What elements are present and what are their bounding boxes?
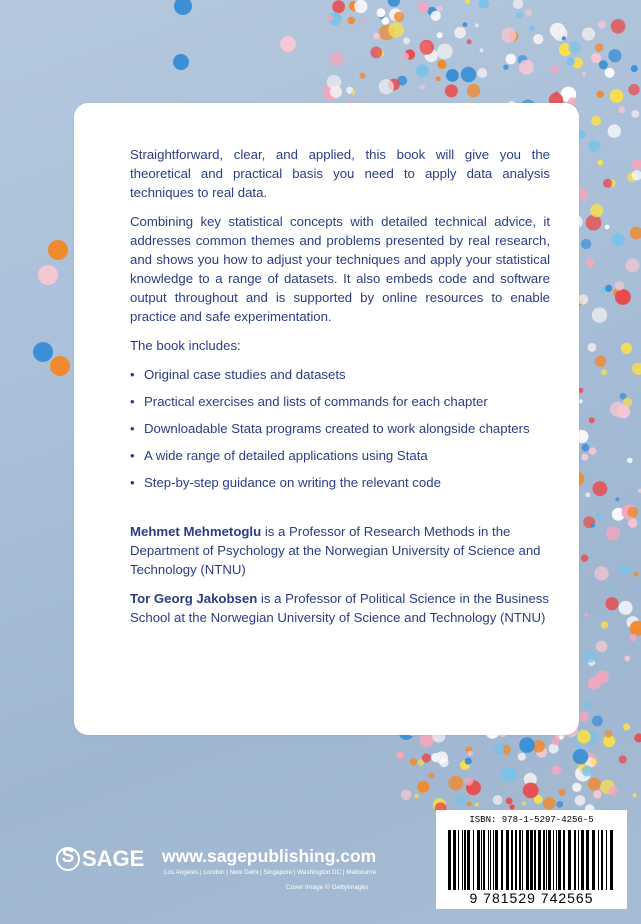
balloon [621,343,632,354]
balloon [465,758,472,765]
balloon [586,258,595,267]
balloon [592,716,603,727]
balloon [631,65,638,72]
barcode-bar [534,830,536,890]
barcode-bar [483,830,485,890]
balloon [370,47,382,59]
balloon [419,40,434,55]
balloon [581,239,591,249]
balloon [568,41,580,53]
balloon [33,342,53,362]
balloon [615,289,631,305]
publisher-footer [56,842,386,902]
balloon [596,671,609,684]
balloon [632,363,641,375]
balloon [465,0,469,4]
list-item: • Step-by-step guidance on writing the relevant code [130,473,550,492]
intro-paragraph-2: Combining key statistical concepts with detailed technical advice, it addresses common themes and problems presented by real research, and shows you how to adjust your techniques and apply your statistical knowledge to a range of datasets. It also embeds code and software output throughout and is supported by online resources to enable practice and safe experimentation. [130,214,550,324]
balloon [615,281,624,290]
balloon [330,52,344,66]
balloon [591,759,597,765]
balloon [598,21,606,29]
balloon [431,11,441,21]
barcode-bar [543,830,545,890]
balloon [582,27,595,40]
balloon [624,656,630,662]
balloon [465,777,474,786]
balloon [585,651,597,663]
balloon [633,793,637,797]
balloon [351,90,355,94]
balloon [627,507,638,518]
barcode-bar [598,830,599,890]
barcode-bar [490,830,491,890]
balloon [548,743,558,753]
balloon [475,23,479,27]
balloon [627,458,633,464]
balloon [605,730,613,738]
list-item: • Practical exercises and lists of commands for each chapter [130,392,550,411]
blurb-content [130,145,550,637]
barcode-bar [592,830,595,890]
balloon [551,737,560,746]
balloon [572,783,581,792]
intro-paragraph-1: Straightforward, clear, and applied, this book will give you the theoretical and practical basis you need to apply data analysis techniques to real data. [130,147,550,200]
balloon [615,497,619,501]
balloon [588,343,597,352]
balloon [388,0,400,7]
balloon [501,767,516,782]
balloon [416,64,429,77]
balloon [625,259,639,273]
publisher-website[interactable]: www.sagepublishing.com [162,846,377,866]
balloon [618,106,625,113]
balloon [480,48,484,52]
balloon [559,735,563,739]
balloon [628,518,638,528]
barcode-bar [477,830,480,890]
balloon [606,526,620,540]
balloon [589,447,596,454]
balloon [403,37,410,44]
barcode-bar [548,830,551,890]
author-bio-text: is a Professor of Research Methods in the Department of Psychology at the Norwegian University of Science and Technology (NTNU) [130,524,541,577]
balloon [593,790,601,798]
balloon [330,86,342,98]
balloon [630,227,641,240]
balloon [550,23,565,38]
balloon [439,758,448,767]
balloon [573,749,588,764]
balloon [401,790,411,800]
balloon [522,801,526,805]
balloon [410,758,417,765]
author-bios [130,522,550,627]
barcode-bar [506,830,509,890]
balloon [581,444,589,452]
balloon [605,68,615,78]
balloon [436,76,441,81]
balloon [620,669,624,673]
balloon [582,72,586,76]
balloon [519,60,534,75]
balloon [467,84,480,97]
balloon [619,755,627,763]
barcode-bar [473,830,474,890]
balloon [591,53,601,63]
balloon [388,22,404,38]
barcode-bar [458,830,459,890]
balloon [397,751,405,759]
balloon [468,751,473,756]
balloon [475,803,479,807]
balloon [610,89,624,103]
balloon [619,601,633,615]
balloon [617,405,630,418]
balloon [448,776,463,791]
balloon [579,712,589,722]
balloon [50,356,70,376]
balloon [593,481,608,496]
balloon [437,60,446,69]
author-bio [130,589,550,627]
balloon [590,204,603,217]
barcode-bar [464,830,466,890]
balloon [348,17,356,25]
balloon [631,110,639,118]
balloon [446,69,459,82]
includes-list [130,365,550,492]
barcode-bar [481,830,482,890]
balloon [467,802,472,807]
balloon [419,84,425,90]
balloon [591,524,595,528]
sage-logo [56,846,144,872]
balloon [550,65,559,74]
balloon [445,84,458,97]
author-name: Tor Georg Jakobsen [130,591,258,606]
isbn-label: ISBN: 978-1-5297-4256-5 [469,815,594,825]
barcode-bar [495,830,498,890]
balloon [605,225,610,230]
balloon [599,60,608,69]
balloon [525,9,532,16]
balloon [382,17,389,24]
balloon [562,36,566,40]
barcode-box [436,810,627,909]
barcode-bar [574,830,576,890]
balloon [601,369,607,375]
balloon [575,795,586,806]
barcode-bar [546,830,547,890]
balloon [597,91,604,98]
balloon [581,454,588,461]
balloon [467,39,472,44]
barcode-bar [581,830,584,890]
balloon [581,554,588,561]
balloon [493,744,504,755]
balloon [422,753,431,762]
publisher-cities: Los Angeles | London | New Delhi | Singapore | Washington DC | Melbourne [164,869,377,876]
barcode-bar [568,830,571,890]
balloon [589,417,595,423]
barcode-bar [462,830,463,890]
balloon [623,723,630,730]
barcode-bar [493,830,494,890]
balloon [463,22,468,27]
balloon [493,795,503,805]
balloon [417,781,429,793]
balloon [376,8,385,17]
balloon [592,307,607,322]
balloon [414,794,419,799]
barcode-bar [578,830,579,890]
barcode-bar [563,830,565,890]
balloon [454,27,466,39]
balloon [611,19,626,34]
balloon [479,0,490,9]
barcode-bar [553,830,554,890]
barcode-bar [511,830,513,890]
balloon [559,789,566,796]
balloon [577,730,591,744]
barcode-bar [538,830,541,890]
balloon [477,68,487,78]
balloon [556,801,563,808]
balloon [588,778,601,791]
balloon [634,572,639,577]
barcode-digits: 9 781529 742565 [469,890,594,906]
balloon [437,44,453,60]
balloon [501,28,516,43]
barcode-bar [467,830,470,890]
balloon [38,265,58,285]
balloon [362,18,367,23]
balloon [529,26,534,31]
balloon [585,492,590,497]
balloon [437,32,443,38]
author-bio [130,522,550,579]
balloon [354,0,367,13]
balloon [48,240,68,260]
blurb-panel [74,103,579,735]
balloon [519,737,535,753]
balloon [605,597,618,610]
balloon [418,2,429,13]
balloon [373,33,380,40]
barcode-bar [586,830,589,890]
balloon [437,6,443,12]
balloon [582,766,593,777]
author-bio-text: is a Professor of Political Science in the Business School at the Norwegian University of Science and Technology (NTNU) [130,591,549,625]
balloon [455,795,467,807]
balloon [509,804,514,809]
balloon [596,512,602,518]
balloon [513,0,523,9]
balloon [608,585,613,590]
balloon [578,294,588,304]
barcode-bar [601,830,603,890]
balloon [634,733,641,742]
balloon [594,566,608,580]
barcode-bar [530,830,533,890]
balloon [503,65,508,70]
balloon [173,54,189,70]
balloon [567,57,575,65]
balloon [428,772,434,778]
barcode-bars [448,830,615,890]
balloon [332,0,345,13]
balloon [586,215,602,231]
balloon [506,798,513,805]
balloon [394,12,404,22]
balloon [523,783,539,799]
barcode-bar [526,830,529,890]
balloon [174,0,192,15]
barcode-bar [453,830,456,890]
balloon [596,641,608,653]
balloon [461,67,476,82]
barcode-bar [522,830,523,890]
balloon [603,179,612,188]
balloon [608,124,621,137]
includes-heading: The book includes: [130,338,241,353]
balloon [552,766,561,775]
balloon [327,15,333,21]
balloon [630,634,637,641]
balloon [518,753,526,761]
balloon [612,233,625,246]
balloon [608,49,621,62]
publisher-name: SAGE [82,846,145,871]
list-item: • A wide range of detailed applications using Stata [130,446,550,465]
barcode-bar [515,830,517,890]
balloon [533,34,543,44]
balloon [608,786,618,796]
balloon [595,356,606,367]
author-name: Mehmet Mehmetoglu [130,524,262,539]
balloon [631,159,641,171]
balloon [595,43,604,52]
barcode-bar [488,830,489,890]
balloon [628,84,639,95]
balloon [506,54,517,65]
cover-credit: Cover Image © GettyImages [286,884,369,891]
sage-circle-icon [56,847,80,871]
barcode-bar [558,830,561,890]
sage-mark-letter: S [61,846,75,867]
balloon [584,613,588,617]
balloon [620,564,630,574]
barcode-bar [556,830,557,890]
balloon [379,79,394,94]
balloon [516,12,523,19]
list-item: • Original case studies and datasets [130,365,550,384]
balloon [579,399,583,403]
balloon [605,285,612,292]
barcode-bar [501,830,503,890]
balloon [402,53,409,60]
barcode-bar [519,830,521,890]
balloon [601,621,609,629]
list-item: • Downloadable Stata programs created to work alongside chapters [130,419,550,438]
balloon [280,36,296,52]
balloon [543,797,555,809]
barcode-bar [448,830,451,890]
balloon [360,73,366,79]
barcode-bar [610,830,613,890]
balloon [598,160,604,166]
balloon [588,140,600,152]
balloon [583,701,591,709]
barcode-bar [606,830,607,890]
balloon [591,116,601,126]
